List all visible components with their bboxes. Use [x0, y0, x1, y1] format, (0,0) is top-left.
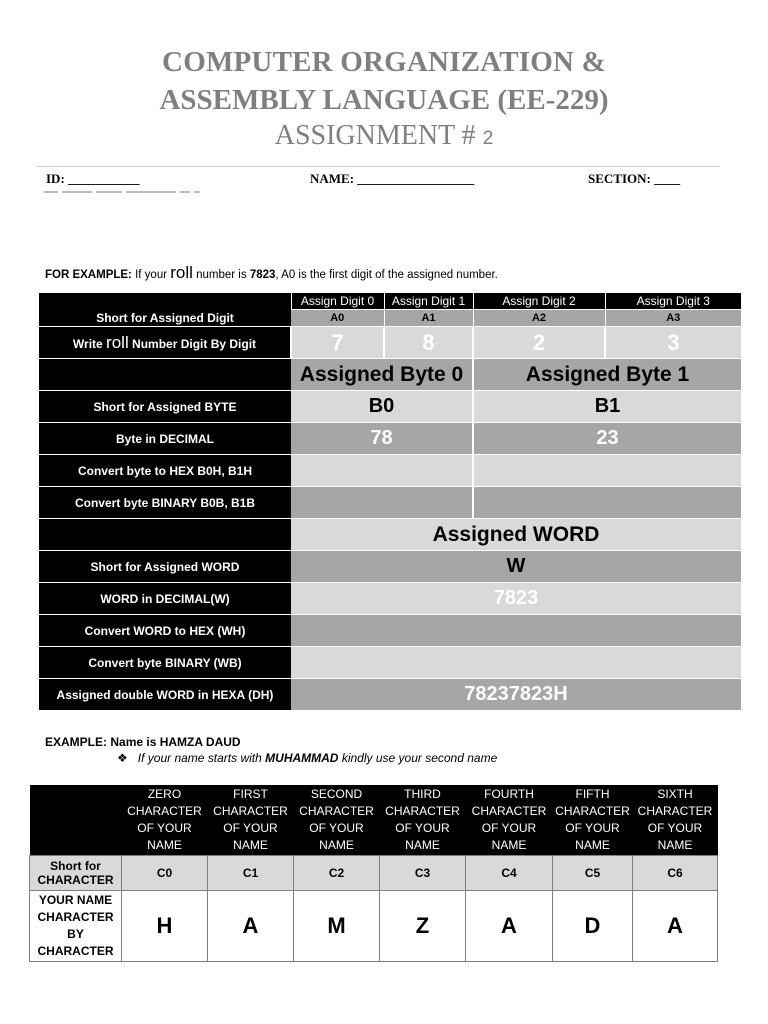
byte-hex-0[interactable]	[291, 455, 473, 487]
header-c0: ZERO CHARACTER OF YOUR NAME	[122, 785, 208, 856]
word-short: W	[291, 551, 741, 583]
dword-value: 78237823H	[291, 679, 741, 711]
word-hex[interactable]	[291, 615, 741, 647]
byte-decimal-1: 23	[473, 423, 741, 455]
assignment-number: 2	[482, 128, 494, 149]
title-line-2: ASSEMBLY LANGUAGE (EE-229)	[159, 84, 609, 116]
short-c6: C6	[633, 856, 718, 891]
table-row	[39, 423, 741, 455]
char-c4: A	[466, 891, 553, 962]
diamond-bullet-icon: ❖	[117, 751, 128, 765]
table-row	[30, 785, 718, 856]
table-row	[30, 891, 718, 962]
example-roll-number	[45, 263, 498, 283]
faded-text	[44, 188, 224, 196]
blank-label	[39, 359, 291, 391]
label-word-hex: Convert WORD to HEX (WH)	[39, 615, 291, 647]
assign-digit-2: Assign Digit 2	[473, 293, 605, 310]
assign-digit-0: Assign Digit 0	[291, 293, 384, 310]
digit-0: 7	[291, 327, 384, 359]
assign-digit-1: Assign Digit 1	[384, 293, 473, 310]
name-field[interactable]: NAME: __________________	[310, 171, 475, 186]
digit-3: 3	[605, 327, 741, 359]
digit-2: 2	[473, 327, 605, 359]
label-short-byte: Short for Assigned BYTE	[39, 391, 291, 423]
label-short-character: Short for CHARACTER	[30, 856, 122, 891]
example-number: 7823	[249, 269, 276, 281]
table-row	[39, 455, 741, 487]
corner-cell	[39, 293, 291, 310]
short-c0: C0	[122, 856, 208, 891]
header-c5: FIFTH CHARACTER OF YOUR NAME	[553, 785, 633, 856]
label-word-decimal: WORD in DECIMAL(W)	[39, 583, 291, 615]
table-row	[39, 293, 741, 310]
table-row	[39, 310, 741, 327]
short-digit-a1: A1	[384, 310, 473, 327]
short-digit-a0: A0	[291, 310, 384, 327]
example-name-prefix: EXAMPLE:	[45, 735, 108, 749]
write-prefix: Write	[72, 336, 107, 351]
byte-decimal-0: 78	[291, 423, 473, 455]
label-dword-hex: Assigned double WORD in HEXA (DH)	[39, 679, 291, 711]
short-c1: C1	[208, 856, 294, 891]
name-note	[117, 751, 497, 765]
section-field[interactable]: SECTION: ____	[588, 171, 681, 186]
table-row	[39, 679, 741, 711]
char-c3: Z	[380, 891, 466, 962]
note-after: kindly use your second name	[338, 751, 498, 765]
write-roll: roll	[106, 332, 129, 352]
table-row	[30, 856, 718, 891]
assign-digit-3: Assign Digit 3	[605, 293, 741, 310]
table-row	[39, 551, 741, 583]
word-binary[interactable]	[291, 647, 741, 679]
table-row	[39, 615, 741, 647]
example-text-1: If your	[131, 269, 171, 281]
header-c2: SECOND CHARACTER OF YOUR NAME	[294, 785, 380, 856]
title-line-1: COMPUTER ORGANIZATION &	[162, 46, 606, 78]
table-row	[39, 359, 741, 391]
example-name-text: Name is HAMZA DAUD	[107, 735, 241, 749]
table-row	[39, 519, 741, 551]
corner-cell	[30, 785, 122, 856]
label-byte-binary: Convert byte BINARY B0B, B1B	[39, 487, 291, 519]
table-row	[39, 487, 741, 519]
roll-word: roll	[170, 263, 193, 282]
char-c6: A	[633, 891, 718, 962]
word-decimal: 7823	[291, 583, 741, 615]
char-c5: D	[553, 891, 633, 962]
label-name-characters: YOUR NAME CHARACTER BY CHARACTER	[30, 891, 122, 962]
roll-number-table	[39, 293, 741, 710]
label-short-digit: Short for Assigned Digit	[39, 310, 291, 327]
header-rule	[36, 166, 720, 167]
short-c5: C5	[553, 856, 633, 891]
title-line-3	[0, 120, 768, 152]
example-prefix: FOR EXAMPLE:	[45, 269, 132, 281]
label-write-roll	[39, 327, 291, 359]
table-row	[39, 391, 741, 423]
word-header: Assigned WORD	[291, 519, 741, 551]
byte-short-b0: B0	[291, 391, 473, 423]
short-digit-a2: A2	[473, 310, 605, 327]
table-row	[39, 583, 741, 615]
write-suffix: Number Digit By Digit	[128, 336, 257, 351]
assignment-label: ASSIGNMENT #	[274, 120, 476, 151]
header-c6: SIXTH CHARACTER OF YOUR NAME	[633, 785, 718, 856]
table-row	[39, 327, 741, 359]
digit-1: 8	[384, 327, 473, 359]
example-name	[45, 735, 241, 749]
byte-binary-1[interactable]	[473, 487, 741, 519]
header-c4: FOURTH CHARACTER OF YOUR NAME	[466, 785, 553, 856]
header-c3: THIRD CHARACTER OF YOUR NAME	[380, 785, 466, 856]
example-text-2: number is	[192, 269, 250, 281]
example-text-3: , A0 is the first digit of the assigned number.	[275, 269, 498, 281]
id-field[interactable]: ID: ___________	[46, 171, 140, 186]
note-before: If your name starts with	[137, 751, 266, 765]
short-c4: C4	[466, 856, 553, 891]
byte-binary-0[interactable]	[291, 487, 473, 519]
note-bold: MUHAMMAD	[265, 751, 339, 765]
table-row	[39, 647, 741, 679]
short-c3: C3	[380, 856, 466, 891]
blank-label-2	[39, 519, 291, 551]
char-c0: H	[122, 891, 208, 962]
label-short-word: Short for Assigned WORD	[39, 551, 291, 583]
label-word-binary: Convert byte BINARY (WB)	[39, 647, 291, 679]
byte-0-header: Assigned Byte 0	[291, 359, 473, 391]
char-c2: M	[294, 891, 380, 962]
byte-hex-1[interactable]	[473, 455, 741, 487]
byte-1-header: Assigned Byte 1	[473, 359, 741, 391]
byte-short-b1: B1	[473, 391, 741, 423]
label-byte-hex: Convert byte to HEX B0H, B1H	[39, 455, 291, 487]
name-character-table	[29, 785, 718, 962]
label-byte-decimal: Byte in DECIMAL	[39, 423, 291, 455]
header-c1: FIRST CHARACTER OF YOUR NAME	[208, 785, 294, 856]
short-c2: C2	[294, 856, 380, 891]
short-digit-a3: A3	[605, 310, 741, 327]
char-c1: A	[208, 891, 294, 962]
